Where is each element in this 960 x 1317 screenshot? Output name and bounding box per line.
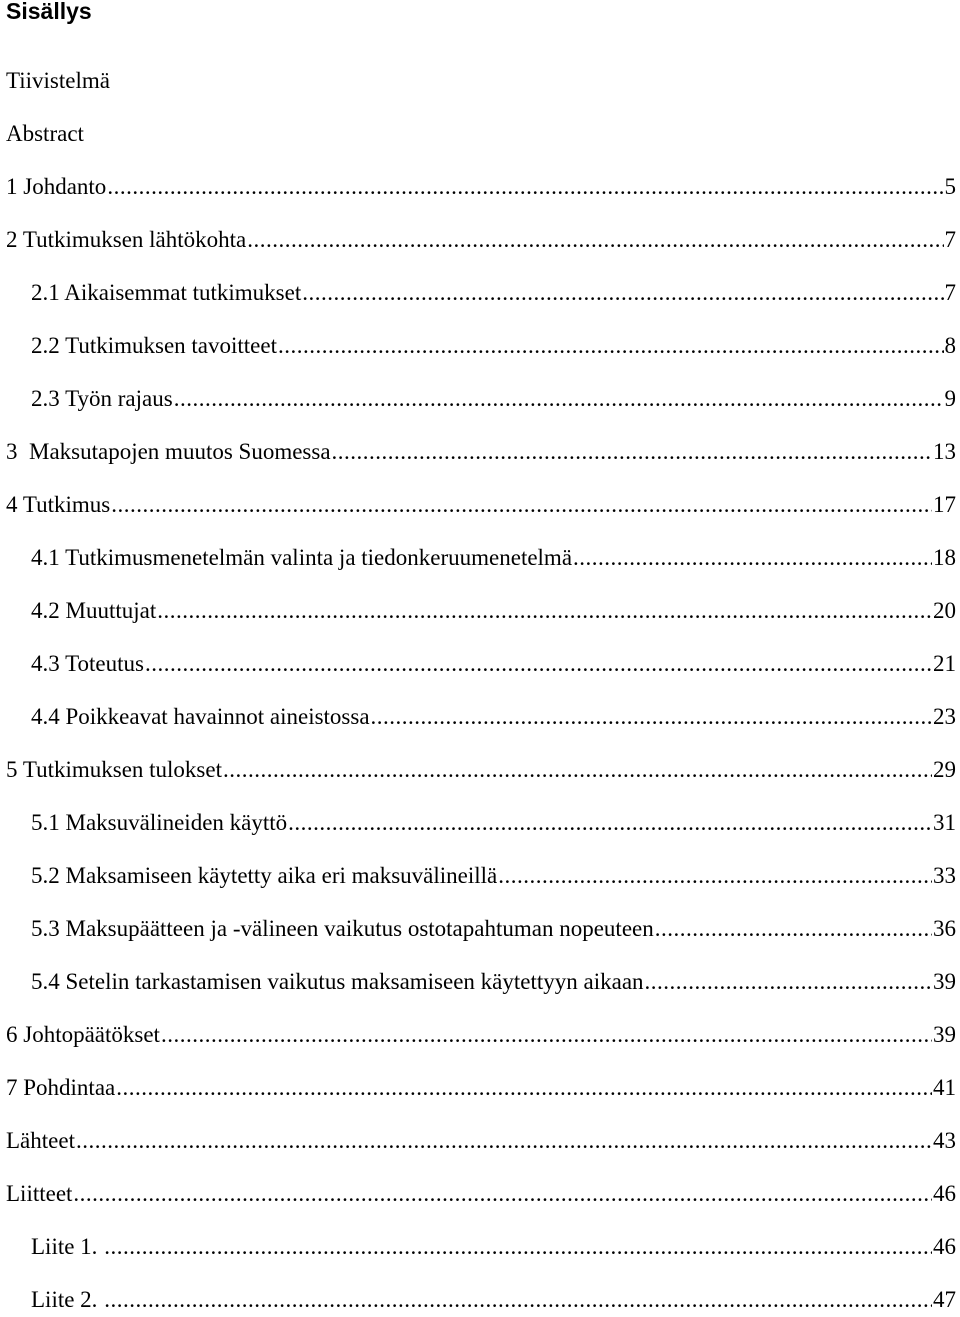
toc-row-label: Liite 2. <box>31 1287 104 1312</box>
toc-row-leader <box>302 278 943 308</box>
toc-row-page-number: 18 <box>933 545 956 570</box>
toc-row-label: 1 Johdanto <box>6 174 107 199</box>
toc-row <box>6 1179 956 1209</box>
toc-row-page-number: 31 <box>933 810 956 835</box>
toc-row <box>6 1073 956 1103</box>
toc-row-label: 6 Johtopäätökset <box>6 1022 160 1047</box>
toc-row <box>31 543 956 573</box>
toc-row <box>6 225 956 255</box>
toc-row-leader <box>573 543 932 573</box>
toc-row-page-number: 17 <box>933 492 956 517</box>
toc-row-label: 3 Maksutapojen muutos Suomessa <box>6 439 331 464</box>
toc-row <box>31 914 956 944</box>
toc-row-label: 7 Pohdintaa <box>6 1075 116 1100</box>
toc-item-label: Tiivistelmä <box>6 68 110 93</box>
toc-row-label: 4.4 Poikkeavat havainnot aineistossa <box>31 704 370 729</box>
toc-row-label: 5.3 Maksupäätteen ja -välineen vaikutus ostotapahtuman nopeuteen <box>31 916 654 941</box>
toc-row-leader <box>107 172 943 202</box>
toc-row <box>31 331 956 361</box>
toc-row-leader <box>174 384 944 414</box>
toc-row-leader <box>332 437 932 467</box>
toc-row-label: 5 Tutkimuksen tulokset <box>6 757 222 782</box>
toc-row-page-number: 7 <box>944 227 956 252</box>
toc-row-label: 4.2 Muuttujat <box>31 598 157 623</box>
toc-row <box>6 1020 956 1050</box>
toc-row-leader <box>498 861 932 891</box>
toc-row <box>6 490 956 520</box>
toc-row <box>6 437 956 467</box>
toc-row-page-number: 8 <box>944 333 956 358</box>
toc-row <box>31 861 956 891</box>
toc-row-leader <box>76 1126 932 1156</box>
toc-row-label: 2 Tutkimuksen lähtökohta <box>6 227 247 252</box>
toc-row <box>31 278 956 308</box>
toc-row-page-number: 5 <box>944 174 956 199</box>
toc-row <box>6 755 956 785</box>
toc-row-page-number: 23 <box>933 704 956 729</box>
toc-row-page-number: 43 <box>933 1128 956 1153</box>
toc-row-label: 4 Tutkimus <box>6 492 111 517</box>
toc-row-page-number: 29 <box>933 757 956 782</box>
toc-item-tiivistelma <box>6 66 110 96</box>
toc-row-label: Liite 1. <box>31 1234 104 1259</box>
toc-row-page-number: 9 <box>944 386 956 411</box>
toc-row-page-number: 46 <box>933 1181 956 1206</box>
toc-row-leader <box>104 1285 932 1315</box>
toc-row-page-number: 39 <box>933 969 956 994</box>
toc-row-label: 5.2 Maksamiseen käytetty aika eri maksuvälineillä <box>31 863 498 888</box>
toc-row <box>31 1232 956 1262</box>
toc-row-page-number: 36 <box>933 916 956 941</box>
toc-row-label: Lähteet <box>6 1128 75 1153</box>
toc-row-leader <box>104 1232 932 1262</box>
toc-row-leader <box>73 1179 932 1209</box>
toc-row-leader <box>157 596 932 626</box>
toc-row-leader <box>371 702 932 732</box>
toc-row-leader <box>145 649 932 679</box>
page-title: Sisällys <box>6 0 92 24</box>
toc-row-label: 4.3 Toteutus <box>31 651 144 676</box>
toc-item-abstract <box>6 119 84 149</box>
toc-row-leader <box>288 808 932 838</box>
toc-row-page-number: 13 <box>933 439 956 464</box>
toc-row-leader <box>223 755 932 785</box>
toc-row-label: 2.3 Työn rajaus <box>31 386 173 411</box>
toc-row-leader <box>116 1073 932 1103</box>
toc-row-page-number: 21 <box>933 651 956 676</box>
toc-row-label: 5.1 Maksuvälineiden käyttö <box>31 810 288 835</box>
toc-row-label: Liitteet <box>6 1181 73 1206</box>
toc-row <box>31 808 956 838</box>
toc-row-label: 5.4 Setelin tarkastamisen vaikutus maksamiseen käytettyyn aikaan <box>31 969 644 994</box>
toc-row <box>31 384 956 414</box>
toc-row <box>31 1285 956 1315</box>
toc-row-label: 2.2 Tutkimuksen tavoitteet <box>31 333 277 358</box>
toc-row-leader <box>111 490 932 520</box>
toc-row-page-number: 33 <box>933 863 956 888</box>
toc-row-leader <box>655 914 932 944</box>
toc-row-page-number: 39 <box>933 1022 956 1047</box>
toc-row <box>31 967 956 997</box>
toc-row-page-number: 7 <box>944 280 956 305</box>
toc-row-leader <box>161 1020 932 1050</box>
toc-row-leader <box>247 225 943 255</box>
toc-row <box>6 172 956 202</box>
toc-row-page-number: 41 <box>933 1075 956 1100</box>
toc-row-page-number: 46 <box>933 1234 956 1259</box>
toc-row-leader <box>278 331 944 361</box>
toc-row <box>31 596 956 626</box>
toc-row <box>31 649 956 679</box>
toc-row-page-number: 47 <box>933 1287 956 1312</box>
toc-row-leader <box>645 967 932 997</box>
toc-row-label: 4.1 Tutkimusmenetelmän valinta ja tiedonkeruumenetelmä <box>31 545 573 570</box>
toc-row-label: 2.1 Aikaisemmat tutkimukset <box>31 280 302 305</box>
toc-row <box>6 1126 956 1156</box>
toc-item-label: Abstract <box>6 121 84 146</box>
toc-row-page-number: 20 <box>933 598 956 623</box>
toc-row <box>31 702 956 732</box>
